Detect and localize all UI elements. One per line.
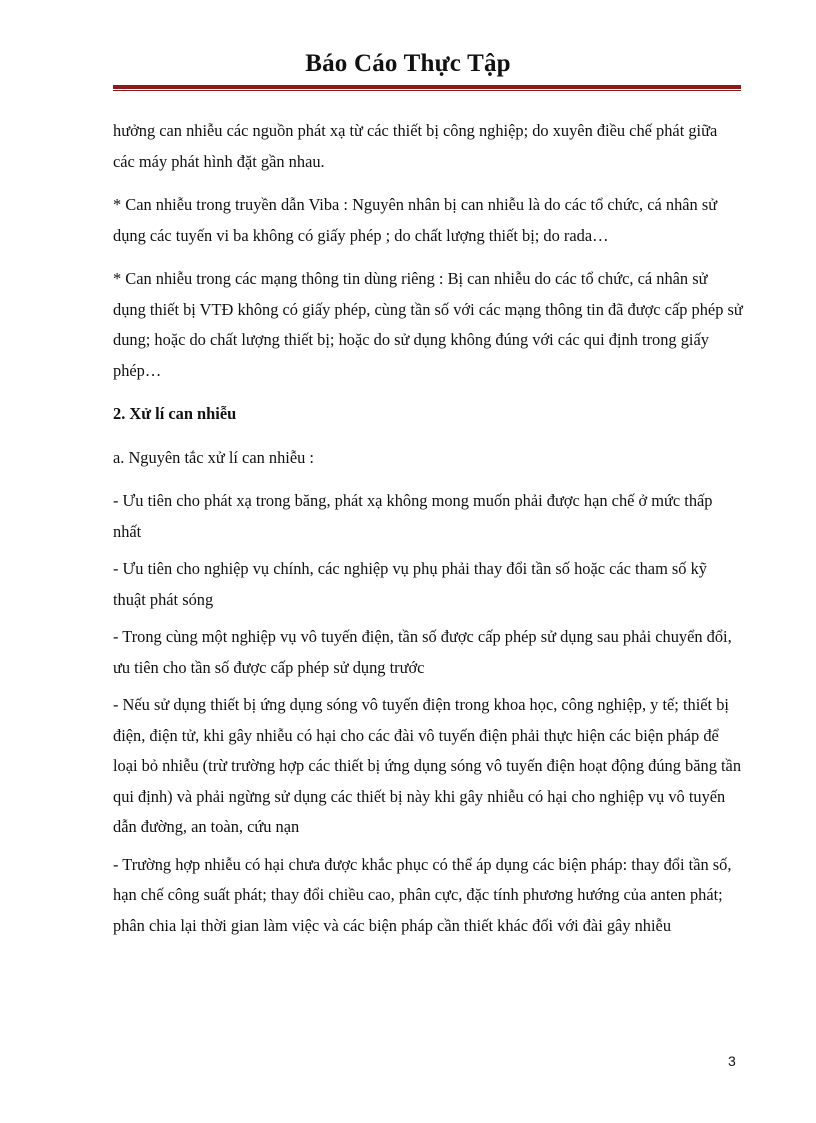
subsection-heading: a. Nguyên tắc xử lí can nhiễu : (113, 447, 314, 467)
list-item: - Trường hợp nhiễu có hại chưa được khắc phục có thể áp dụng các biện pháp: thay đổi tần số, hạn chế công suất phát; thay đổi chiều cao, phân cực, đặc tính phương hướng của anten phát; phân chia lại thời gian làm việc và các biện pháp cần thiết khác đối với đài gây nhiễu (113, 854, 732, 935)
section-heading: 2. Xử lí can nhiễu (113, 404, 237, 423)
document-body (113, 116, 743, 948)
list-item: - Ưu tiên cho nghiệp vụ chính, các nghiệp vụ phụ phải thay đổi tần số hoặc các tham số kỹ thuật phát sóng (113, 559, 707, 609)
page-title: Báo Cáo Thực Tập (305, 50, 511, 77)
header-rule-thick (113, 85, 741, 89)
header-rule-thin (113, 90, 741, 91)
page-number: 3 (728, 1053, 736, 1069)
list-item: - Trong cùng một nghiệp vụ vô tuyến điện, tần số được cấp phép sử dụng sau phải chuyển đổi, ưu tiên cho tần số được cấp phép sử dụng trước (113, 627, 732, 677)
list-item: - Nếu sử dụng thiết bị ứng dụng sóng vô tuyến điện trong khoa học, công nghiệp, y tế; thiết bị điện, điện tử, khi gây nhiễu có hại cho các đài vô tuyến điện phải thực hiện các biện pháp để loại bỏ nhiễu (trừ trường hợp các thiết bị ứng dụng sóng vô tuyến điện hoạt động đúng băng tần qui định) và phải ngừng sử dụng các thiết bị này khi gây nhiễu có hại cho nghiệp vụ vô tuyến dẫn đường, an toàn, cứu nạn (113, 695, 742, 836)
paragraph-intro: hưởng can nhiễu các nguồn phát xạ từ các thiết bị công nghiệp; do xuyên điều chế phát giữa các máy phát hình đặt gần nhau. (113, 121, 718, 171)
list-item: - Ưu tiên cho phát xạ trong băng, phát xạ không mong muốn phải được hạn chế ở mức thấp nhất (113, 491, 713, 541)
paragraph-viba: * Can nhiễu trong truyền dẫn Viba : Nguyên nhân bị can nhiễu là do các tổ chức, cá nhân sử dụng các tuyến vi ba không có giấy phép ; do chất lượng thiết bị; do rada… (113, 195, 718, 245)
paragraph-private-networks: * Can nhiễu trong các mạng thông tin dùng riêng : Bị can nhiễu do các tổ chức, cá nhân sử dụng thiết bị VTĐ không có giấy phép, cùng tần số với các mạng thông tin đã được cấp phép sử dung; hoặc do chất lượng thiết bị; hoặc do sử dụng không đúng với các qui định trong giấy phép… (113, 269, 743, 380)
